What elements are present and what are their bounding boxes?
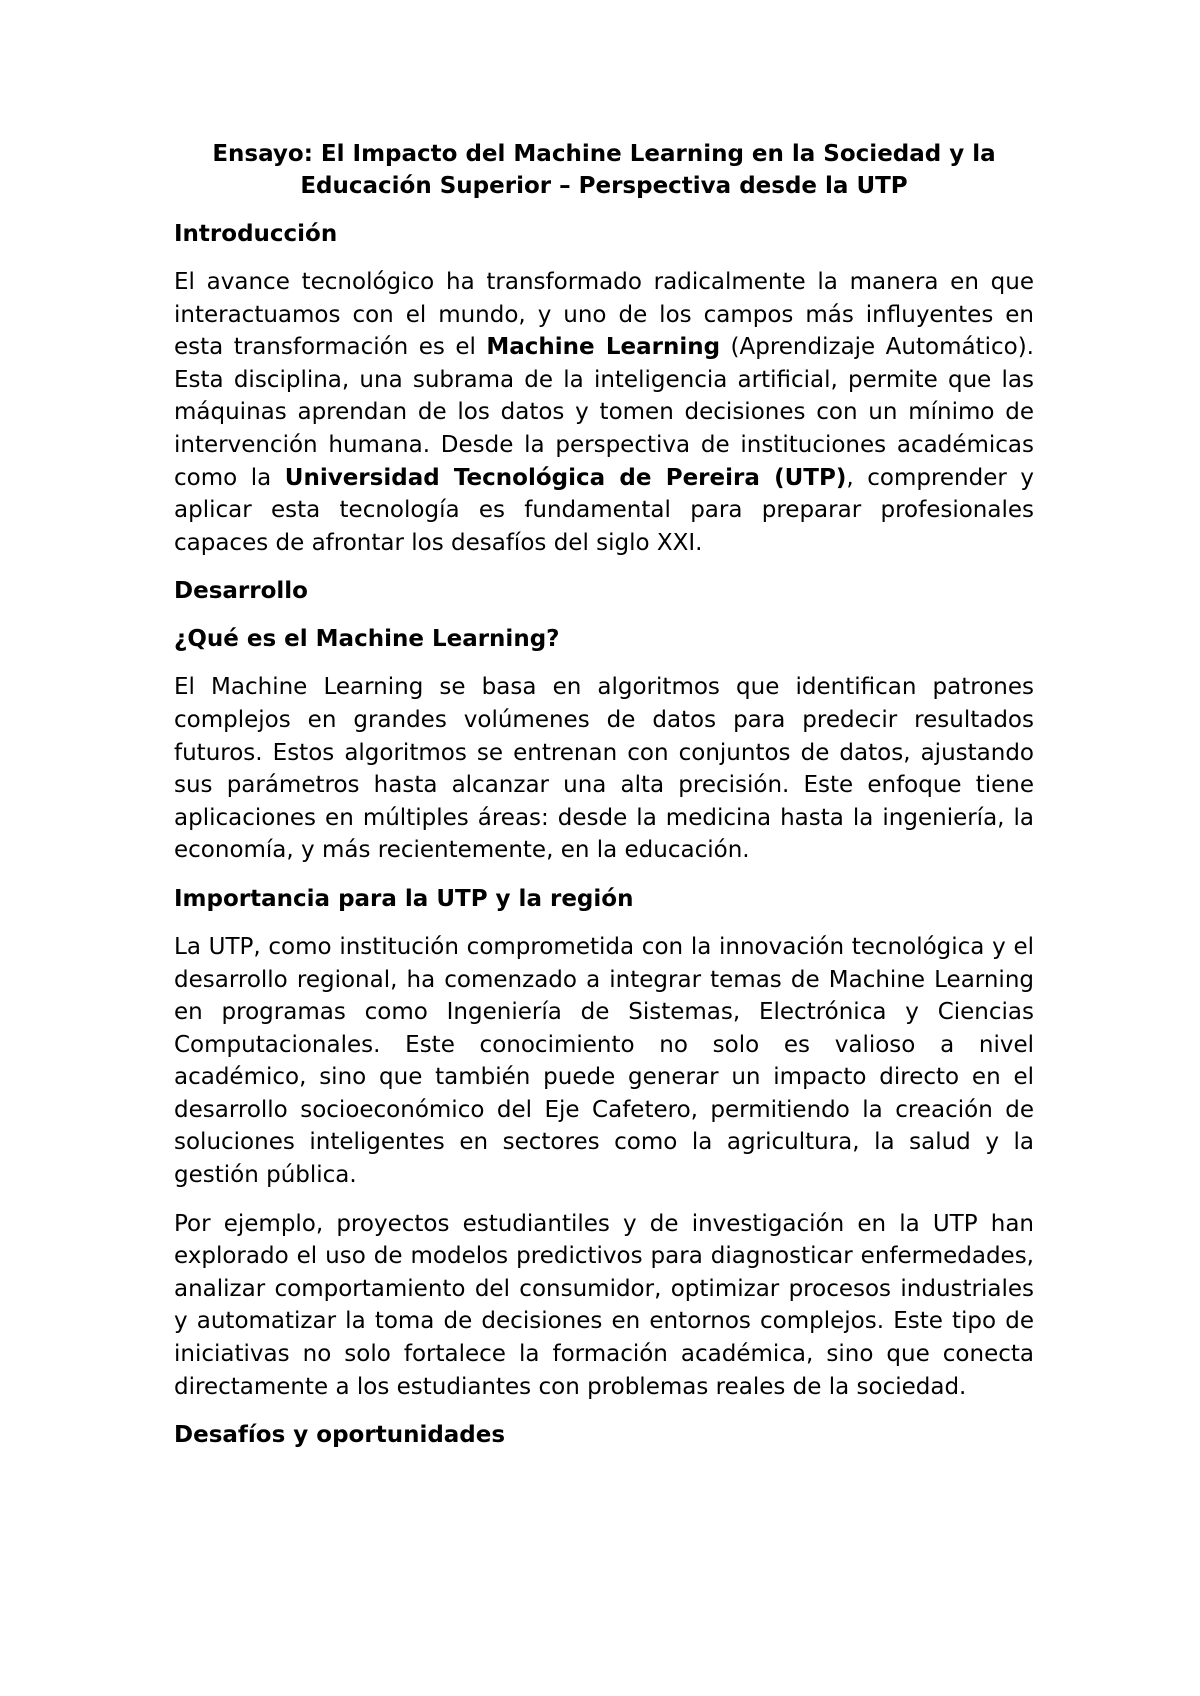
paragraph-que-es-ml: El Machine Learning se basa en algoritmos que identifican patrones complejos en grandes volúmenes de datos para predecir resultados futuros. Estos algoritmos se entrenan con conjuntos de datos, ajustando sus parámetros hasta alcanzar una alta precisión. Este enfoque tiene aplicaciones en múltiples áreas: desde la medicina hasta la ingeniería, la economía, y más recientemente, en la educación. bbox=[174, 674, 1034, 864]
intro-paragraph bbox=[174, 266, 1034, 559]
subheading-importancia-utp: Importancia para la UTP y la región bbox=[174, 885, 634, 912]
subheading-desafios: Desafíos y oportunidades bbox=[174, 1422, 506, 1449]
section-heading-desarrollo: Desarrollo bbox=[174, 578, 308, 605]
document-title: Ensayo: El Impacto del Machine Learning en la Sociedad y la Educación Superior – Perspectiva desde la UTP bbox=[212, 141, 996, 199]
paragraph-ejemplos: Por ejemplo, proyectos estudiantiles y de investigación en la UTP han explorado el uso de modelos predictivos para diagnosticar enfermedades, analizar comportamiento del consumidor, optimizar procesos industriales y automatizar la toma de decisiones en entornos complejos. Este tipo de iniciativas no solo fortalece la formación académica, sino que conecta directamente a los estudiantes con problemas reales de la sociedad. bbox=[174, 1210, 1034, 1400]
intro-bold-machine-learning: Machine Learning bbox=[486, 334, 721, 361]
intro-text-3: , comprender y aplicar esta tecnología es fundamental para preparar profesionales capaces de afrontar los desafíos del siglo XXI. bbox=[174, 464, 1034, 556]
subheading-que-es-ml: ¿Qué es el Machine Learning? bbox=[174, 626, 560, 653]
intro-text-1: El avance tecnológico ha transformado radicalmente la manera en que interactuamos con el mundo, y uno de los campos más influyentes en esta transformación es el bbox=[174, 269, 1034, 361]
intro-text-2: (Aprendizaje Automático). Esta disciplina, una subrama de la inteligencia artificial, permite que las máquinas aprendan de los datos y tomen decisiones con un mínimo de intervención humana. Desde la perspectiva de instituciones académicas como la bbox=[174, 334, 1034, 491]
intro-bold-utp: Universidad Tecnológica de Pereira (UTP) bbox=[284, 464, 847, 491]
document-page bbox=[174, 138, 1034, 1467]
paragraph-importancia-utp: La UTP, como institución comprometida con la innovación tecnológica y el desarrollo regional, ha comenzado a integrar temas de Machine Learning en programas como Ingeniería de Sistemas, Electrónica y Ciencias Computacionales. Este conocimiento no solo es valioso a nivel académico, sino que también puede generar un impacto directo en el desarrollo socioeconómico del Eje Cafetero, permitiendo la creación de soluciones inteligentes en sectores como la agricultura, la salud y la gestión pública. bbox=[174, 933, 1034, 1189]
section-heading-introduccion: Introducción bbox=[174, 221, 338, 247]
